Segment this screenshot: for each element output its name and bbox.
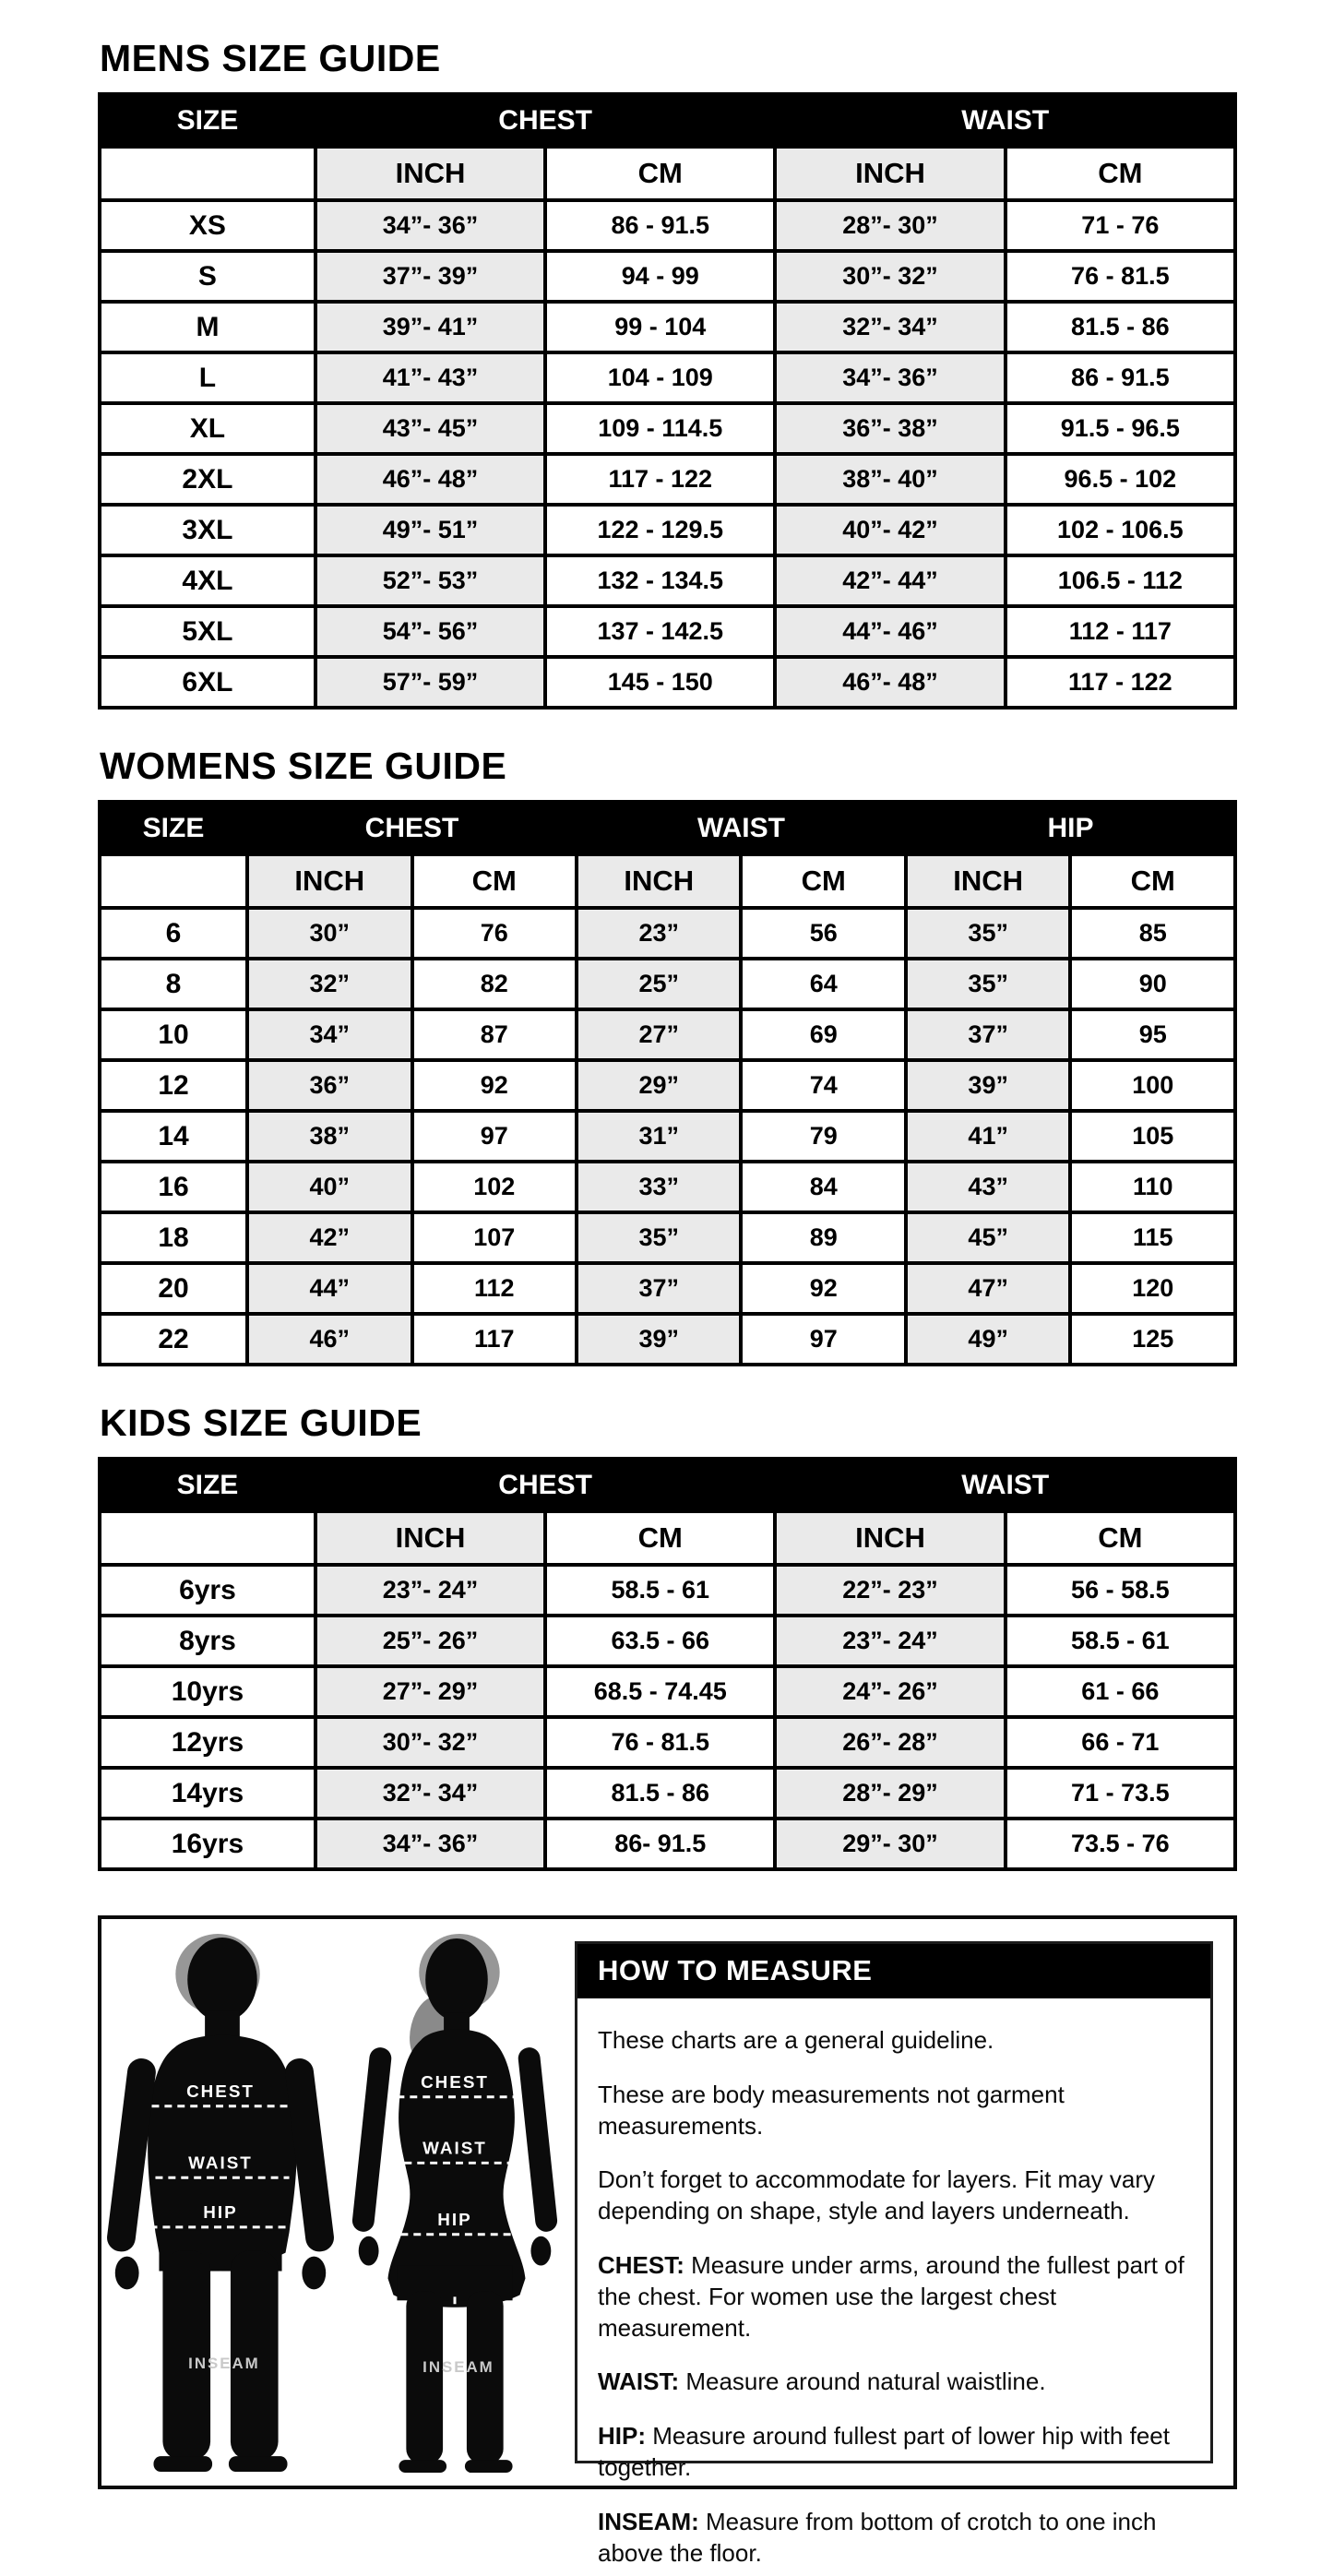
mens-value-cell: 81.5 - 86 <box>1006 302 1235 352</box>
kids-value-cell: 73.5 - 76 <box>1006 1819 1235 1869</box>
womens-title: WOMENS SIZE GUIDE <box>100 745 507 787</box>
womens-row-14 <box>100 1111 1235 1162</box>
mens-title: MENS SIZE GUIDE <box>100 37 441 79</box>
mens-value-cell: 54”- 56” <box>315 606 545 657</box>
womens-value-cell: 30” <box>247 908 411 959</box>
womens-value-cell: 35” <box>906 959 1070 1009</box>
mens-header-chest: CHEST <box>315 94 776 147</box>
measure-panel-title: HOW TO MEASURE <box>577 1944 1210 1998</box>
womens-value-cell: 36” <box>247 1060 411 1111</box>
kids-row-14yrs <box>100 1768 1235 1819</box>
mens-value-cell: 43”- 45” <box>315 403 545 454</box>
male-silhouette <box>105 1930 336 2480</box>
mens-value-cell: 40”- 42” <box>775 505 1005 555</box>
male-hip-label: HIP <box>202 2201 238 2222</box>
kids-size-8yrs: 8yrs <box>100 1616 315 1666</box>
mens-size-2XL: 2XL <box>100 454 315 505</box>
kids-size-16yrs: 16yrs <box>100 1819 315 1869</box>
mens-value-cell: 91.5 - 96.5 <box>1006 403 1235 454</box>
mens-unit-blank <box>100 147 315 200</box>
womens-value-cell: 82 <box>412 959 577 1009</box>
mens-value-cell: 104 - 109 <box>545 352 775 403</box>
female-silhouette <box>339 1930 570 2480</box>
womens-size-14: 14 <box>100 1111 247 1162</box>
mens-value-cell: 132 - 134.5 <box>545 555 775 606</box>
womens-value-cell: 46” <box>247 1314 411 1365</box>
womens-value-cell: 31” <box>577 1111 741 1162</box>
mens-row-2XL <box>100 454 1235 505</box>
mens-unit-row <box>100 147 1235 200</box>
womens-row-20 <box>100 1263 1235 1314</box>
mens-row-L <box>100 352 1235 403</box>
kids-size-6yrs: 6yrs <box>100 1565 315 1616</box>
womens-value-cell: 25” <box>577 959 741 1009</box>
womens-value-cell: 76 <box>412 908 577 959</box>
womens-value-cell: 23” <box>577 908 741 959</box>
kids-header-waist: WAIST <box>775 1459 1235 1511</box>
womens-unit-cm-2: CM <box>412 854 577 908</box>
kids-value-cell: 28”- 29” <box>775 1768 1005 1819</box>
mens-value-cell: 71 - 76 <box>1006 200 1235 251</box>
mens-size-5XL: 5XL <box>100 606 315 657</box>
womens-unit-inch-3: INCH <box>577 854 741 908</box>
kids-header-chest: CHEST <box>315 1459 776 1511</box>
kids-section <box>98 1401 1237 1871</box>
womens-value-cell: 29” <box>577 1060 741 1111</box>
kids-size-14yrs: 14yrs <box>100 1768 315 1819</box>
mens-row-XL <box>100 403 1235 454</box>
mens-row-3XL <box>100 505 1235 555</box>
womens-value-cell: 125 <box>1070 1314 1235 1365</box>
kids-value-cell: 30”- 32” <box>315 1717 545 1768</box>
mens-value-cell: 96.5 - 102 <box>1006 454 1235 505</box>
womens-header-waist: WAIST <box>577 802 906 854</box>
kids-value-cell: 24”- 26” <box>775 1666 1005 1717</box>
womens-row-12 <box>100 1060 1235 1111</box>
kids-value-cell: 23”- 24” <box>315 1565 545 1616</box>
kids-row-12yrs <box>100 1717 1235 1768</box>
kids-row-10yrs <box>100 1666 1235 1717</box>
mens-value-cell: 117 - 122 <box>1006 657 1235 708</box>
kids-unit-cm-2: CM <box>545 1511 775 1565</box>
mens-value-cell: 41”- 43” <box>315 352 545 403</box>
kids-value-cell: 27”- 29” <box>315 1666 545 1717</box>
mens-value-cell: 117 - 122 <box>545 454 775 505</box>
womens-value-cell: 87 <box>412 1009 577 1060</box>
mens-value-cell: 46”- 48” <box>775 657 1005 708</box>
womens-size-10: 10 <box>100 1009 247 1060</box>
measure-term: HIP: <box>598 2422 653 2451</box>
mens-value-cell: 145 - 150 <box>545 657 775 708</box>
mens-row-M <box>100 302 1235 352</box>
mens-value-cell: 49”- 51” <box>315 505 545 555</box>
figure-illustrations <box>101 1919 567 2486</box>
womens-value-cell: 112 <box>412 1263 577 1314</box>
womens-unit-cm-4: CM <box>741 854 905 908</box>
womens-value-cell: 74 <box>741 1060 905 1111</box>
mens-size-S: S <box>100 251 315 302</box>
kids-size-table <box>98 1457 1237 1871</box>
womens-value-cell: 102 <box>412 1162 577 1212</box>
mens-value-cell: 102 - 106.5 <box>1006 505 1235 555</box>
mens-size-4XL: 4XL <box>100 555 315 606</box>
mens-value-cell: 28”- 30” <box>775 200 1005 251</box>
mens-row-S <box>100 251 1235 302</box>
womens-size-16: 16 <box>100 1162 247 1212</box>
kids-value-cell: 25”- 26” <box>315 1616 545 1666</box>
female-chest-label: CHEST <box>420 2071 489 2092</box>
kids-value-cell: 56 - 58.5 <box>1006 1565 1235 1616</box>
mens-size-XS: XS <box>100 200 315 251</box>
kids-value-cell: 23”- 24” <box>775 1616 1005 1666</box>
mens-row-XS <box>100 200 1235 251</box>
male-waist-label: WAIST <box>187 2153 253 2173</box>
womens-row-22 <box>100 1314 1235 1365</box>
womens-row-16 <box>100 1162 1235 1212</box>
kids-value-cell: 86- 91.5 <box>545 1819 775 1869</box>
kids-row-6yrs <box>100 1565 1235 1616</box>
measure-panel-body <box>577 1998 1210 2576</box>
womens-unit-cm-6: CM <box>1070 854 1235 908</box>
measure-paragraph: INSEAM: Measure from bottom of crotch to one inch above the floor. <box>598 2507 1157 2567</box>
male-inseam-label: INSEAM <box>187 2354 260 2372</box>
womens-value-cell: 69 <box>741 1009 905 1060</box>
womens-value-cell: 41” <box>906 1111 1070 1162</box>
womens-value-cell: 39” <box>906 1060 1070 1111</box>
female-hip-label: HIP <box>436 2209 472 2229</box>
mens-value-cell: 86 - 91.5 <box>545 200 775 251</box>
mens-value-cell: 106.5 - 112 <box>1006 555 1235 606</box>
womens-value-cell: 39” <box>577 1314 741 1365</box>
womens-value-cell: 120 <box>1070 1263 1235 1314</box>
womens-unit-inch-5: INCH <box>906 854 1070 908</box>
mens-value-cell: 32”- 34” <box>775 302 1005 352</box>
womens-value-cell: 90 <box>1070 959 1235 1009</box>
mens-value-cell: 36”- 38” <box>775 403 1005 454</box>
womens-unit-row <box>100 854 1235 908</box>
mens-section <box>98 37 1237 710</box>
kids-value-cell: 58.5 - 61 <box>1006 1616 1235 1666</box>
womens-value-cell: 37” <box>906 1009 1070 1060</box>
measure-panel-wrap <box>567 1919 1233 2567</box>
mens-value-cell: 52”- 53” <box>315 555 545 606</box>
female-waist-label: WAIST <box>422 2138 487 2158</box>
womens-value-cell: 79 <box>741 1111 905 1162</box>
kids-header-row <box>100 1459 1235 1511</box>
womens-section <box>98 745 1237 1366</box>
measure-panel <box>575 1941 1213 2567</box>
womens-value-cell: 35” <box>577 1212 741 1263</box>
mens-value-cell: 122 - 129.5 <box>545 505 775 555</box>
kids-value-cell: 71 - 73.5 <box>1006 1768 1235 1819</box>
womens-size-18: 18 <box>100 1212 247 1263</box>
mens-row-5XL <box>100 606 1235 657</box>
womens-header-size: SIZE <box>100 802 247 854</box>
mens-value-cell: 112 - 117 <box>1006 606 1235 657</box>
mens-header-waist: WAIST <box>775 94 1235 147</box>
womens-value-cell: 45” <box>906 1212 1070 1263</box>
mens-value-cell: 44”- 46” <box>775 606 1005 657</box>
womens-value-cell: 40” <box>247 1162 411 1212</box>
womens-value-cell: 100 <box>1070 1060 1235 1111</box>
kids-unit-cm-4: CM <box>1006 1511 1235 1565</box>
mens-size-M: M <box>100 302 315 352</box>
mens-size-table <box>98 92 1237 710</box>
mens-size-XL: XL <box>100 403 315 454</box>
female-inseam-label: INSEAM <box>422 2357 494 2376</box>
kids-unit-row <box>100 1511 1235 1565</box>
kids-value-cell: 61 - 66 <box>1006 1666 1235 1717</box>
womens-row-10 <box>100 1009 1235 1060</box>
mens-unit-cm-4: CM <box>1006 147 1235 200</box>
mens-value-cell: 39”- 41” <box>315 302 545 352</box>
kids-value-cell: 68.5 - 74.45 <box>545 1666 775 1717</box>
measure-paragraph: These charts are a general guideline. <box>598 2026 994 2054</box>
womens-value-cell: 37” <box>577 1263 741 1314</box>
mens-value-cell: 46”- 48” <box>315 454 545 505</box>
mens-value-cell: 34”- 36” <box>315 200 545 251</box>
mens-unit-inch-1: INCH <box>315 147 545 200</box>
womens-value-cell: 64 <box>741 959 905 1009</box>
womens-value-cell: 44” <box>247 1263 411 1314</box>
kids-value-cell: 66 - 71 <box>1006 1717 1235 1768</box>
womens-value-cell: 56 <box>741 908 905 959</box>
womens-row-8 <box>100 959 1235 1009</box>
kids-row-16yrs <box>100 1819 1235 1869</box>
kids-unit-inch-3: INCH <box>775 1511 1005 1565</box>
womens-value-cell: 89 <box>741 1212 905 1263</box>
womens-value-cell: 115 <box>1070 1212 1235 1263</box>
womens-value-cell: 49” <box>906 1314 1070 1365</box>
womens-header-row <box>100 802 1235 854</box>
kids-row-8yrs <box>100 1616 1235 1666</box>
measure-term: WAIST: <box>598 2367 686 2396</box>
womens-size-6: 6 <box>100 908 247 959</box>
womens-size-20: 20 <box>100 1263 247 1314</box>
womens-row-6 <box>100 908 1235 959</box>
kids-value-cell: 34”- 36” <box>315 1819 545 1869</box>
mens-value-cell: 37”- 39” <box>315 251 545 302</box>
mens-value-cell: 109 - 114.5 <box>545 403 775 454</box>
womens-size-22: 22 <box>100 1314 247 1365</box>
womens-unit-blank <box>100 854 247 908</box>
womens-value-cell: 85 <box>1070 908 1235 959</box>
mens-size-L: L <box>100 352 315 403</box>
measure-term: INSEAM: <box>598 2507 706 2535</box>
mens-row-4XL <box>100 555 1235 606</box>
mens-unit-cm-2: CM <box>545 147 775 200</box>
womens-value-cell: 84 <box>741 1162 905 1212</box>
womens-value-cell: 97 <box>741 1314 905 1365</box>
measure-paragraph: Don’t forget to accommodate for layers. Fit may vary depending on shape, style and layers underneath. <box>598 2165 1155 2225</box>
womens-value-cell: 110 <box>1070 1162 1235 1212</box>
kids-header-size: SIZE <box>100 1459 315 1511</box>
womens-value-cell: 117 <box>412 1314 577 1365</box>
womens-header-chest: CHEST <box>247 802 577 854</box>
measure-term: CHEST: <box>598 2250 692 2279</box>
kids-value-cell: 29”- 30” <box>775 1819 1005 1869</box>
kids-value-cell: 32”- 34” <box>315 1768 545 1819</box>
womens-value-cell: 95 <box>1070 1009 1235 1060</box>
womens-value-cell: 47” <box>906 1263 1070 1314</box>
mens-value-cell: 99 - 104 <box>545 302 775 352</box>
womens-value-cell: 92 <box>412 1060 577 1111</box>
kids-value-cell: 76 - 81.5 <box>545 1717 775 1768</box>
womens-size-8: 8 <box>100 959 247 1009</box>
mens-size-6XL: 6XL <box>100 657 315 708</box>
male-chest-label: CHEST <box>185 2081 255 2101</box>
womens-value-cell: 35” <box>906 908 1070 959</box>
womens-size-table <box>98 800 1237 1366</box>
mens-row-6XL <box>100 657 1235 708</box>
kids-size-12yrs: 12yrs <box>100 1717 315 1768</box>
kids-value-cell: 22”- 23” <box>775 1565 1005 1616</box>
mens-value-cell: 137 - 142.5 <box>545 606 775 657</box>
kids-size-10yrs: 10yrs <box>100 1666 315 1717</box>
womens-value-cell: 32” <box>247 959 411 1009</box>
kids-value-cell: 63.5 - 66 <box>545 1616 775 1666</box>
measure-paragraph: CHEST: Measure under arms, around the fullest part of the chest. For women use the largest chest measurement. <box>598 2250 1184 2342</box>
womens-unit-inch-1: INCH <box>247 854 411 908</box>
measure-paragraph: WAIST: Measure around natural waistline. <box>598 2367 1046 2396</box>
measure-paragraph: HIP: Measure around fullest part of lower hip with feet together. <box>598 2422 1170 2481</box>
mens-value-cell: 57”- 59” <box>315 657 545 708</box>
kids-value-cell: 26”- 28” <box>775 1717 1005 1768</box>
womens-size-12: 12 <box>100 1060 247 1111</box>
mens-unit-inch-3: INCH <box>775 147 1005 200</box>
mens-size-3XL: 3XL <box>100 505 315 555</box>
kids-value-cell: 81.5 - 86 <box>545 1768 775 1819</box>
mens-value-cell: 34”- 36” <box>775 352 1005 403</box>
measure-paragraph: These are body measurements not garment measurements. <box>598 2080 1065 2140</box>
kids-unit-inch-1: INCH <box>315 1511 545 1565</box>
how-to-measure-box <box>98 1915 1237 2567</box>
womens-value-cell: 33” <box>577 1162 741 1212</box>
kids-unit-blank <box>100 1511 315 1565</box>
mens-value-cell: 94 - 99 <box>545 251 775 302</box>
mens-value-cell: 86 - 91.5 <box>1006 352 1235 403</box>
mens-value-cell: 76 - 81.5 <box>1006 251 1235 302</box>
womens-value-cell: 38” <box>247 1111 411 1162</box>
mens-header-row <box>100 94 1235 147</box>
mens-value-cell: 38”- 40” <box>775 454 1005 505</box>
womens-value-cell: 107 <box>412 1212 577 1263</box>
mens-value-cell: 42”- 44” <box>775 555 1005 606</box>
mens-value-cell: 30”- 32” <box>775 251 1005 302</box>
womens-header-hip: HIP <box>906 802 1235 854</box>
womens-value-cell: 27” <box>577 1009 741 1060</box>
womens-value-cell: 97 <box>412 1111 577 1162</box>
womens-value-cell: 34” <box>247 1009 411 1060</box>
womens-value-cell: 105 <box>1070 1111 1235 1162</box>
womens-value-cell: 43” <box>906 1162 1070 1212</box>
kids-title: KIDS SIZE GUIDE <box>100 1401 423 1444</box>
kids-value-cell: 58.5 - 61 <box>545 1565 775 1616</box>
mens-header-size: SIZE <box>100 94 315 147</box>
womens-row-18 <box>100 1212 1235 1263</box>
womens-value-cell: 42” <box>247 1212 411 1263</box>
womens-value-cell: 92 <box>741 1263 905 1314</box>
